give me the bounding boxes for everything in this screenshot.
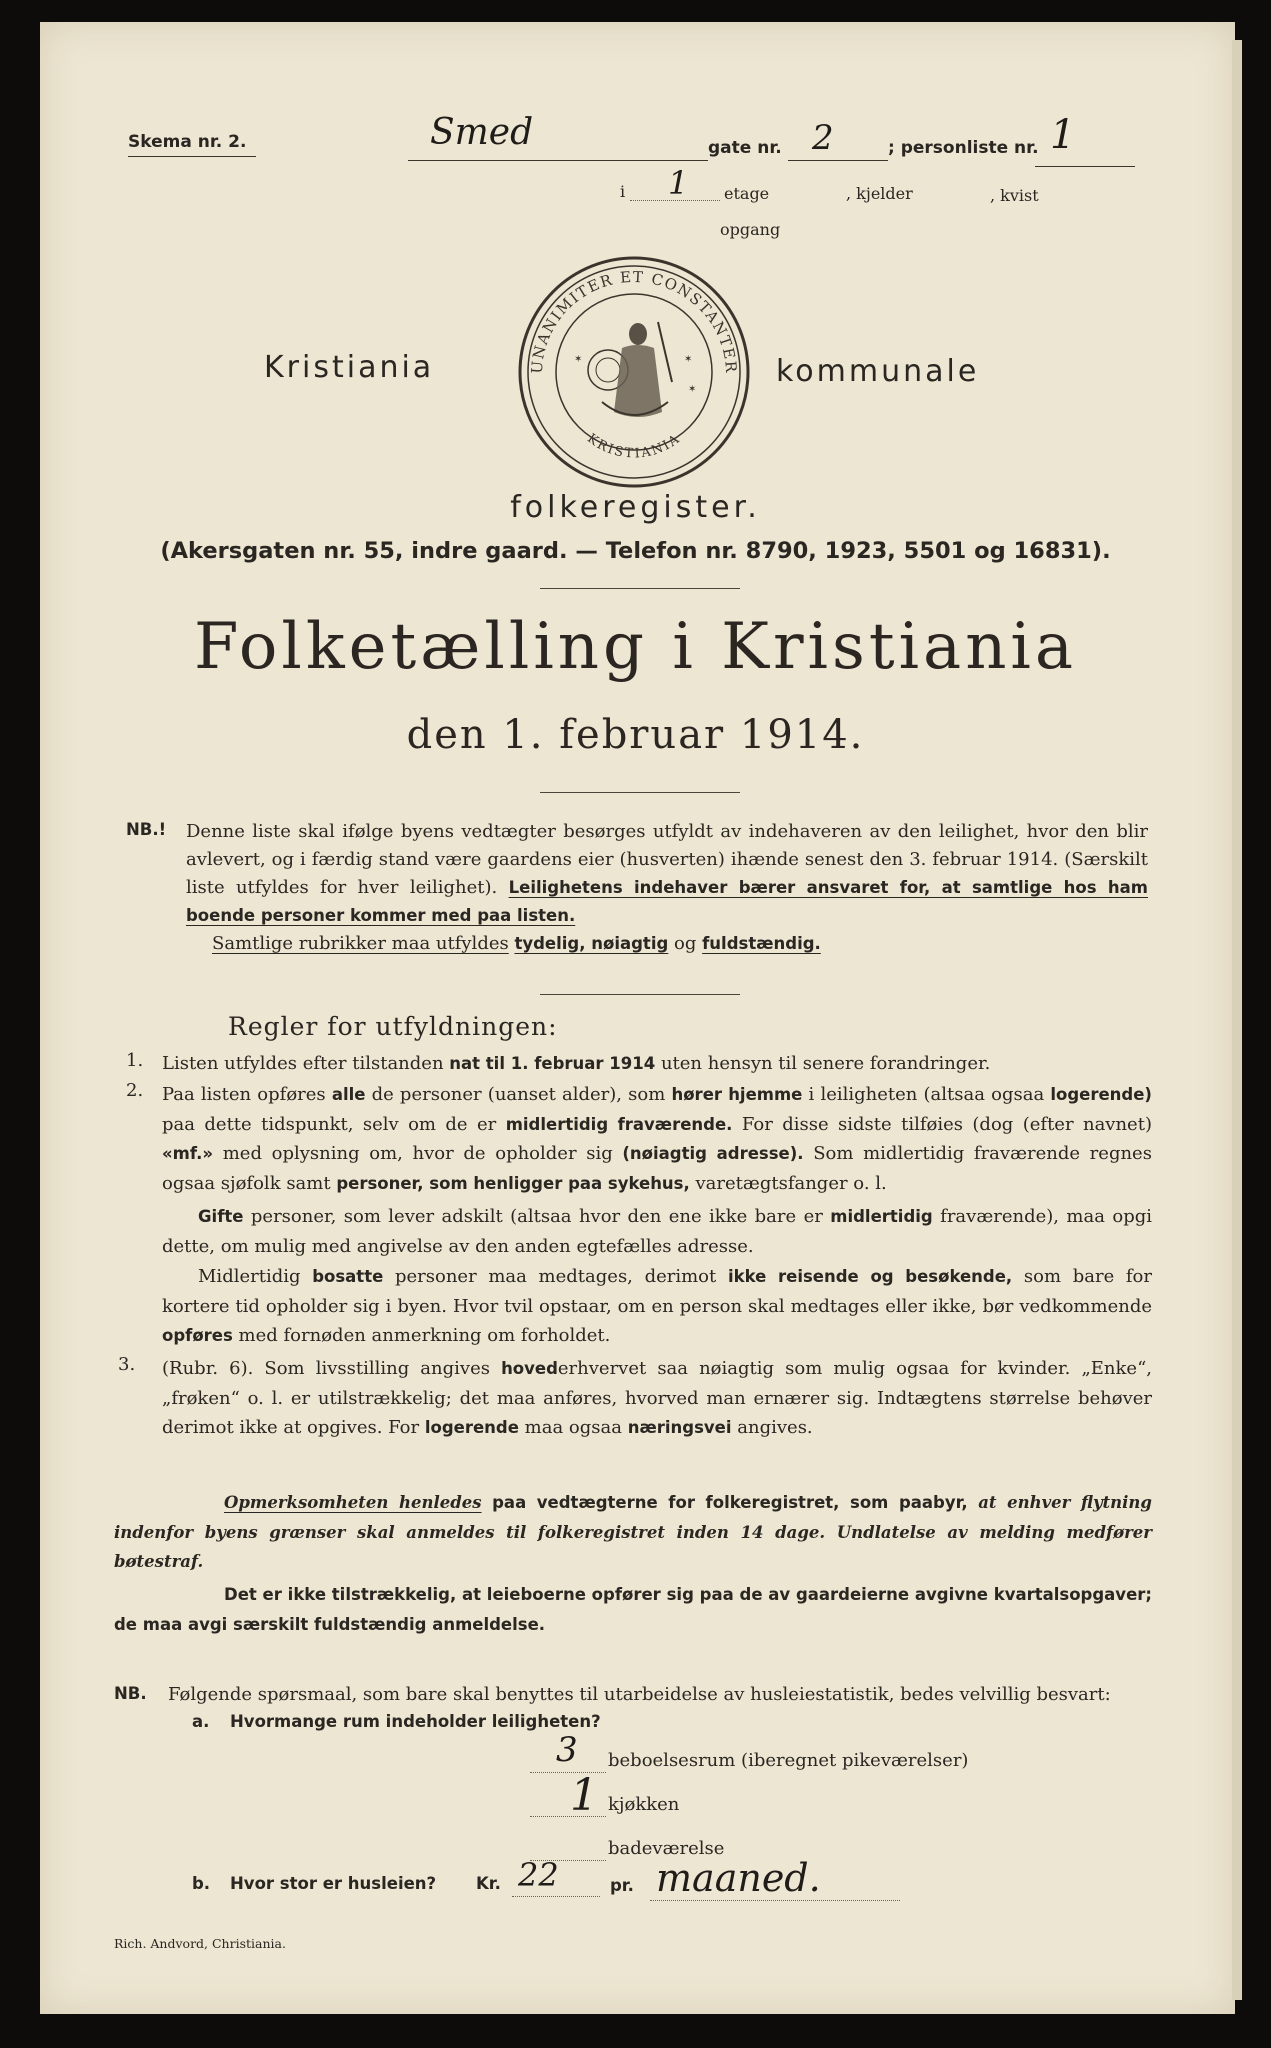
midl-bosatte: bosatte (312, 1267, 384, 1286)
midl-reisende: ikke reisende og besøkende, (727, 1267, 1013, 1286)
nb1-paragraph (186, 818, 1148, 930)
kitchen-dots (530, 1816, 606, 1817)
rule3-naeringsvei: næringsvei (627, 1418, 732, 1437)
svg-text:✶: ✶ (688, 384, 697, 395)
personliste-handwritten: 1 (1050, 112, 1076, 158)
rooms-label: beboelsesrum (iberegnet pikeværelser) (608, 1750, 969, 1771)
folkeregister-heading: folkeregister. (510, 490, 761, 525)
opgang-label: opgang (720, 220, 781, 239)
bath-label: badeværelse (608, 1838, 725, 1859)
notice-italic-rule: at enhver flytning indenfor byens grænser skal anmeldes til folkeregistret inden 14 dage. Undlatelse av melding medfører bøtestraf. (114, 1493, 1152, 1571)
gifte-b: personer, som lever adskilt (altsaa hvor den ene ikke bare er (250, 1206, 823, 1227)
midl-c: personer maa medtages, derimot (394, 1266, 717, 1287)
rooms-handwritten: 3 (556, 1730, 578, 1770)
midl-e: som bare for kortere tid opholder sig i byen. (162, 1266, 1153, 1317)
period-dots (650, 1900, 900, 1901)
midl-h: med fornøden anmerkning om forholdet. (238, 1325, 611, 1346)
notice-paragraph (114, 1488, 1152, 1577)
rule2-alle: alle (331, 1085, 366, 1104)
rule2-midlertidig: midlertidig fraværende. (505, 1114, 733, 1134)
rule2-n: ogsaa sjøfolk samt (162, 1172, 331, 1194)
notice-t1: paa vedtægterne for folkeregistret, som paabyr, (492, 1493, 968, 1512)
gate-label: gate nr. (708, 138, 782, 158)
rule1-text (162, 1050, 1152, 1078)
personliste-label: ; personliste nr. (888, 138, 1039, 158)
pr-label: pr. (610, 1876, 634, 1895)
kristiania-word: Kristiania (264, 350, 435, 385)
gifte-e: opgi dette, om mulig med angivelse av den anden egtefælles adresse. (162, 1206, 1153, 1257)
rule2-logerende: logerende) (1050, 1085, 1152, 1104)
rule2-text (162, 1080, 1152, 1198)
nb1-marker: NB.! (126, 820, 167, 839)
etage-label: etage (724, 184, 770, 203)
rule3-c: erhvervet saa nøiagtig som mulig ogsaa for kvinder. „Enke“, „frøken“ o. l. er utilstrækkelig; det maa anføres, hvorved man ernærer sig. Indtægtens størrelse behøver derimot ikke at opgives. For (162, 1358, 1152, 1438)
gifte-d: fraværende), maa (940, 1206, 1105, 1227)
nb1-bold-responsibility: Leilighetens indehaver bærer ansvaret for, at samtlige hos ham boende personer kommer med paa listen. (186, 878, 1148, 925)
gate-line (788, 160, 888, 161)
rule3-text (162, 1354, 1152, 1443)
rule2-adresse: (nøiagtig adresse). (622, 1144, 804, 1163)
gate-number-handwritten: 2 (812, 118, 834, 158)
street-handwritten: Smed (430, 112, 534, 153)
office-address: (Akersgaten nr. 55, indre gaard. — Telefon nr. 8790, 1923, 5501 og 16831). (160, 538, 1111, 564)
rule-3 (540, 994, 740, 995)
seal-bottom-text: KRISTIANIA (584, 431, 684, 462)
etage-handwritten: 1 (668, 164, 689, 202)
nb2-marker: NB. (114, 1684, 147, 1703)
nb1-text-2: Samtlige rubrikker maa utfyldes (212, 933, 509, 954)
nb1-bold-tydelig: tydelig, nøiagtig (514, 934, 669, 953)
rules-heading: Regler for utfyldningen: (228, 1012, 558, 1041)
notice-opmerksomheten: Opmerksomheten henledes (224, 1493, 482, 1512)
qb-label: b. (192, 1874, 211, 1893)
skema-underline (128, 156, 256, 157)
rule3-e: maa ogsaa (524, 1417, 622, 1438)
i-label: i (620, 182, 626, 201)
rule1-c: uten hensyn til senere forandringer. (660, 1053, 991, 1074)
notice-b1: Det er ikke tilstrækkelig, at leieboerne opfører sig paa de av gaardeierne avgivne kvartalsopgaver; de maa avgi særskilt fuldstændig anmeldelse. (114, 1585, 1152, 1634)
rule3-a: (Rubr. 6). Som livsstilling angives (162, 1358, 490, 1379)
rule2-hoerer: hører hjemme (671, 1085, 803, 1104)
rent-dots (512, 1896, 600, 1897)
nb1-text-og: og (674, 933, 697, 954)
rule2-number: 2. (126, 1080, 144, 1101)
personliste-line (1035, 166, 1135, 167)
kvist-label: , kvist (990, 186, 1039, 205)
nb1-line-final (212, 930, 912, 958)
nb1-text: Denne liste skal ifølge byens vedtægter besørges utfyldt av indehaveren av den leilighet, hvor den blir avlevert, og i færdig stand være gaardens eier (husverten) ihænde senest den 3. februar 1914. (Særskilt liste utfyldes for hver leilighet). (186, 821, 1148, 898)
gifte-bold: Gifte (198, 1207, 244, 1226)
rule-1 (540, 588, 740, 589)
kjelder-label: , kjelder (846, 184, 913, 203)
rule3-hoved: hoved (501, 1359, 558, 1378)
rule2-e: i leiligheten (altsaa ogsaa (808, 1084, 1045, 1105)
rent-handwritten: 22 (518, 1856, 559, 1894)
svg-text:✶: ✶ (684, 354, 693, 365)
kitchen-handwritten: 1 (570, 1770, 598, 1821)
rule2-g: paa dette tidspunkt, selv om de er (162, 1113, 497, 1135)
period-handwritten: maaned. (656, 1856, 821, 1900)
census-date: den 1. februar 1914. (406, 712, 865, 758)
skema-label: Skema nr. 2. (128, 132, 247, 152)
seal-ring-text: UNANIMITER ET CONSTANTER (527, 267, 741, 375)
rule3-g: angives. (737, 1417, 813, 1438)
rule-2 (540, 792, 740, 793)
rule2-a: Paa listen opføres (162, 1084, 326, 1105)
rule1-a: Listen utfyldes efter tilstanden (162, 1053, 444, 1074)
gifte-paragraph (162, 1202, 1152, 1261)
rule1-number: 1. (126, 1050, 144, 1071)
midlertidig-paragraph (162, 1262, 1152, 1351)
nb1-bold-fuldstaendig: fuldstændig. (702, 934, 821, 953)
rule2-sykehus: personer, som henligger paa sykehus, (336, 1173, 690, 1193)
street-line (408, 160, 708, 161)
rule2-c: de personer (uanset alder), som (371, 1084, 666, 1105)
midl-opfoeres: opføres (162, 1326, 233, 1345)
printer-imprint: Rich. Andvord, Christiania. (114, 1936, 286, 1951)
gifte-midlertidig: midlertidig (830, 1207, 933, 1226)
kitchen-label: kjøkken (608, 1794, 680, 1815)
midl-a: Midlertidig (198, 1266, 301, 1287)
rule2-m: Som midlertidig fraværende regnes (813, 1143, 1152, 1164)
rule2-mf: «mf.» (162, 1144, 214, 1163)
qa-text: Hvormange rum indeholder leiligheten? (230, 1712, 601, 1731)
main-title: Folketælling i Kristiania (193, 610, 1078, 684)
nb2-text: Følgende spørsmaal, som bare skal benyttes til utarbeidelse av husleiestatistik, bedes velvillig besvart: (168, 1684, 1111, 1705)
rule3-number: 3. (118, 1354, 136, 1375)
rule3-logerende: logerende (424, 1418, 519, 1437)
svg-text:✶: ✶ (574, 354, 583, 365)
rule2-k: med oplysning om, hvor de opholder sig (222, 1143, 613, 1164)
qb-text: Hvor stor er husleien? (230, 1874, 437, 1893)
qa-label: a. (192, 1712, 210, 1731)
rule2-i: For disse sidste tilføies (dog (efter navnet) (741, 1113, 1152, 1135)
kommunale-word: kommunale (776, 354, 980, 389)
kr-label: Kr. (476, 1874, 501, 1893)
rule2-p: varetægtsfanger o. l. (695, 1172, 887, 1194)
page-edge (1232, 40, 1242, 2000)
city-seal (512, 252, 756, 492)
rule1-bold: nat til 1. februar 1914 (449, 1054, 656, 1073)
notice-bold-paragraph (114, 1580, 1152, 1639)
midl-f: Hvor tvil opstaar, om en person skal medtages eller ikke, bør vedkommende (452, 1295, 1152, 1317)
